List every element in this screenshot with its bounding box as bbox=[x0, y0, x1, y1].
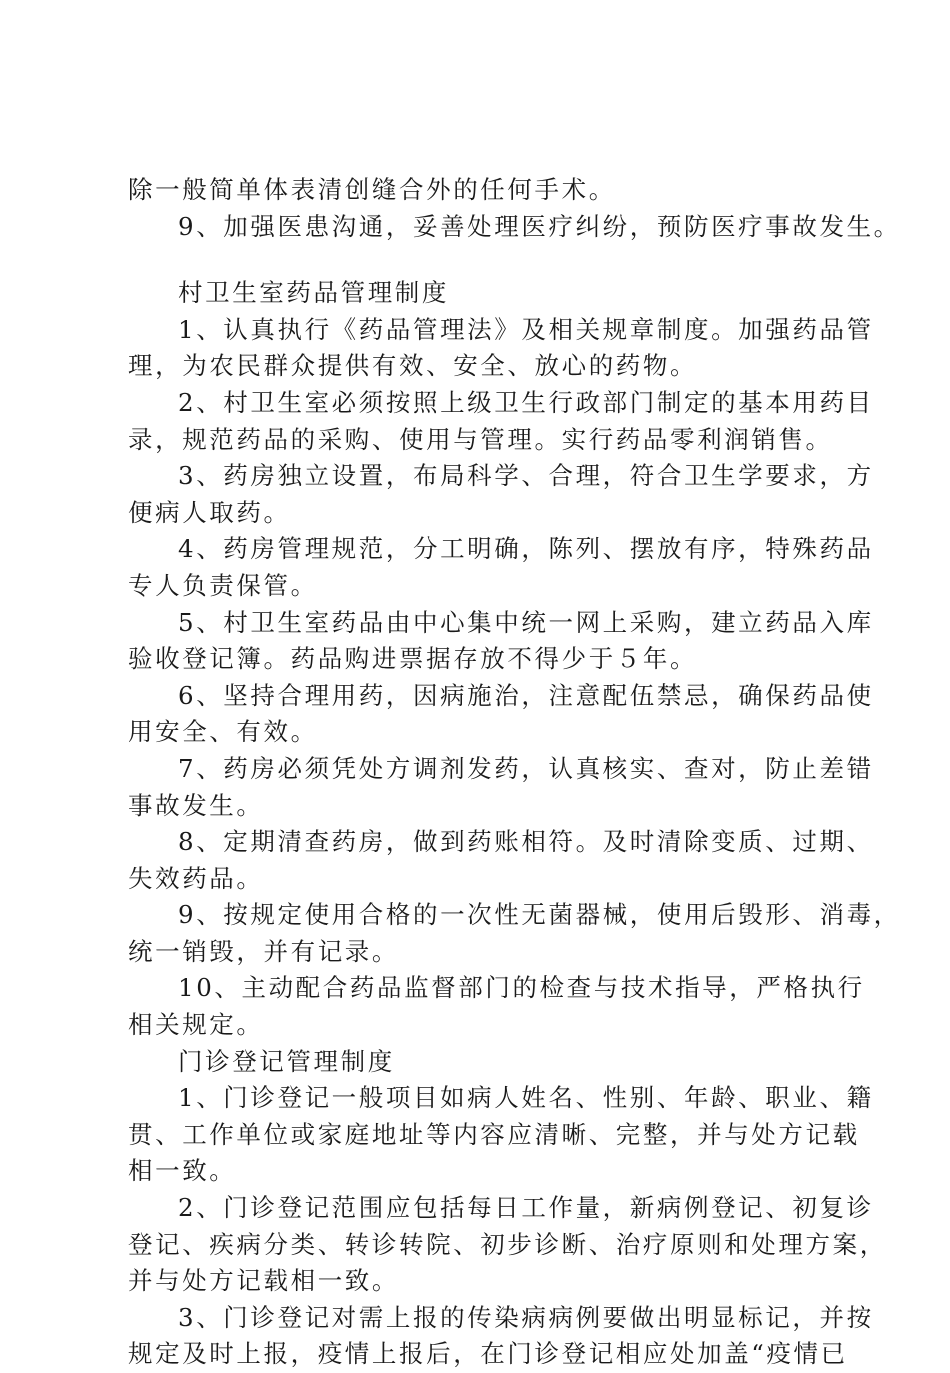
text-line: 理，为农民群众提供有效、安全、放心的药物。 bbox=[128, 351, 698, 381]
text-line: 并与处方记载相一致。 bbox=[128, 1266, 399, 1296]
text-line: 登记、疾病分类、转诊转院、初步诊断、治疗原则和处理方案， bbox=[128, 1229, 887, 1259]
text-line: 2、门诊登记范围应包括每日工作量，新病例登记、初复诊 bbox=[178, 1193, 874, 1223]
text-line: 9、按规定使用合格的一次性无菌器械，使用后毁形、消毒， bbox=[178, 900, 901, 930]
text-line: 门诊登记管理制度 bbox=[178, 1046, 395, 1076]
text-line: 除一般简单体表清创缝合外的任何手术。 bbox=[128, 175, 616, 204]
text-line: 录，规范药品的采购、使用与管理。实行药品零利润销售。 bbox=[128, 424, 833, 454]
text-line: 5、村卫生室药品由中心集中统一网上采购，建立药品入库 bbox=[178, 607, 874, 637]
text-line: 验收登记簿。药品购进票据存放不得少于５年。 bbox=[128, 644, 698, 674]
text-line: 1、认真执行《药品管理法》及相关规章制度。加强药品管 bbox=[178, 314, 874, 344]
text-line: 6、坚持合理用药，因病施治，注意配伍禁忌，确保药品使 bbox=[178, 680, 874, 710]
text-line: 7、药房必须凭处方调剂发药，认真核实、查对，防止差错 bbox=[178, 753, 874, 783]
paragraph-gap bbox=[128, 245, 838, 275]
text-line: 相关规定。 bbox=[128, 1010, 264, 1040]
text-line: 便病人取药。 bbox=[128, 497, 291, 527]
text-line: 9、加强医患沟通，妥善处理医疗纠纷，预防医疗事故发生。 bbox=[178, 211, 901, 241]
text-line: 规定及时上报，疫情上报后，在门诊登记相应处加盖“疫情已 bbox=[128, 1339, 848, 1369]
text-line: 用安全、有效。 bbox=[128, 717, 318, 747]
text-line: 贯、工作单位或家庭地址等内容应清晰、完整，并与处方记载 bbox=[128, 1119, 860, 1149]
text-line: 专人负责保管。 bbox=[128, 570, 318, 600]
text-line: 4、药房管理规范，分工明确，陈列、摆放有序，特殊药品 bbox=[178, 534, 874, 564]
text-line: 10、主动配合药品监督部门的检查与技术指导，严格执行 bbox=[178, 973, 865, 1003]
text-line: 3、药房独立设置，布局科学、合理，符合卫生学要求，方 bbox=[178, 461, 874, 491]
text-line: 村卫生室药品管理制度 bbox=[178, 278, 449, 308]
text-line: 事故发生。 bbox=[128, 790, 264, 820]
document-body bbox=[128, 172, 901, 1373]
text-line: 2、村卫生室必须按照上级卫生行政部门制定的基本用药目 bbox=[178, 387, 874, 417]
text-line: 失效药品。 bbox=[128, 863, 264, 893]
text-line: 相一致。 bbox=[128, 1156, 237, 1186]
text-line: 1、门诊登记一般项目如病人姓名、性别、年龄、职业、籍 bbox=[178, 1083, 874, 1113]
text-line: 8、定期清查药房，做到药账相符。及时清除变质、过期、 bbox=[178, 827, 874, 857]
text-line: 3、门诊登记对需上报的传染病病例要做出明显标记，并按 bbox=[178, 1302, 874, 1332]
text-line: 统一销毁，并有记录。 bbox=[128, 936, 399, 966]
